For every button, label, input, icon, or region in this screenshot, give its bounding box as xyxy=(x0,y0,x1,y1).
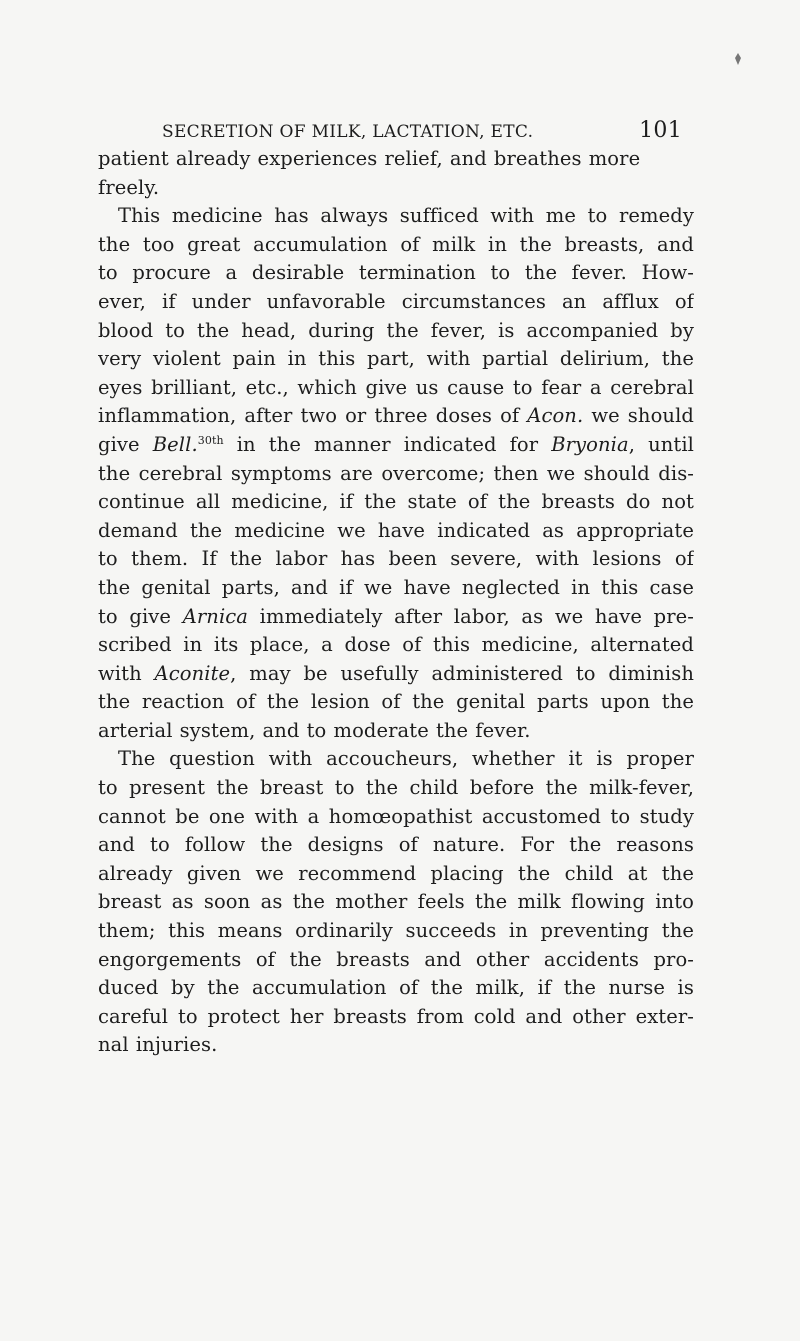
text-run: the too great accumulation of milk in the breasts, and xyxy=(98,232,694,256)
text-run: freely. xyxy=(98,175,160,199)
text-run: patient already experiences relief, and breathes more xyxy=(98,147,641,170)
text-run: , may be usefully administered to diminish xyxy=(230,661,694,685)
text-line-12 xyxy=(98,460,694,489)
text-run: careful to protect her breasts from cold and other exter- xyxy=(98,1004,694,1028)
text-line-31 xyxy=(98,1003,694,1032)
text-run: blood to the head, during the fever, is accompanied by xyxy=(98,318,694,342)
text-run: immediately after labor, as we have pre- xyxy=(248,604,694,628)
text-line-19 xyxy=(98,660,694,689)
text-run: inflammation, after two or three doses of xyxy=(98,404,528,428)
text-run: the reaction of the lesion of the genital parts upon the xyxy=(98,690,694,714)
text-line-7 xyxy=(98,317,694,346)
running-header xyxy=(162,118,682,146)
text-run: cannot be one with a homœopathist accustomed to study xyxy=(98,804,694,828)
text-run: them; this means ordinarily succeeds in preventing the xyxy=(98,919,694,943)
italic-remedy-arnica: Arnica xyxy=(182,604,249,628)
text-run: to give xyxy=(98,604,183,628)
text-run: the cerebral symptoms are overcome; then we should dis- xyxy=(98,461,694,485)
text-run: to procure a desirable termination to the fever. How- xyxy=(98,261,694,285)
text-run: eyes brilliant, etc., which give us cause to fear a cerebral xyxy=(98,375,694,399)
text-run: ever, if under unfavorable circumstances an afflux of xyxy=(98,289,694,313)
italic-remedy-acon: Acon. xyxy=(527,404,584,428)
text-line-18 xyxy=(98,631,694,660)
text-line-8 xyxy=(98,345,694,374)
text-run: and to follow the designs of nature. For the reasons xyxy=(98,833,694,857)
text-line-11 xyxy=(98,431,694,460)
text-line-20 xyxy=(98,688,694,717)
text-run: with xyxy=(98,661,155,685)
text-line-28 xyxy=(98,917,694,946)
text-line-24 xyxy=(98,803,694,832)
text-run: arterial system, and to moderate the fever. xyxy=(98,718,531,742)
text-line-23 xyxy=(98,774,694,803)
page-number: 101 xyxy=(639,118,682,143)
running-title: SECRETION OF MILK, LACTATION, ETC. xyxy=(162,122,534,142)
text-run: breast as soon as the mother feels the milk flowing into xyxy=(98,890,694,914)
text-run: duced by the accumulation of the milk, if the nurse is xyxy=(98,976,694,1000)
text-run: the genital parts, and if we have neglected in this case xyxy=(98,575,694,599)
text-run: scribed in its place, a dose of this medicine, alternated xyxy=(98,633,694,657)
text-run: demand the medicine we have indicated as appropriate xyxy=(98,518,694,542)
body-text xyxy=(98,145,694,1060)
text-line-5 xyxy=(98,259,694,288)
text-run: already given we recommend placing the child at the xyxy=(98,861,694,885)
text-run: give xyxy=(98,432,153,456)
text-line-32 xyxy=(98,1031,694,1060)
text-line-21 xyxy=(98,717,694,746)
text-line-17 xyxy=(98,603,694,632)
italic-remedy-aconite: Aconite xyxy=(154,661,231,685)
margin-mark-icon xyxy=(732,52,744,66)
text-run: nal injuries. xyxy=(98,1033,218,1057)
text-run: , until xyxy=(628,432,694,456)
text-run: to present the breast to the child before the milk-fever, xyxy=(98,776,694,800)
potency-superscript: 30th xyxy=(197,433,224,447)
text-line-13 xyxy=(98,488,694,517)
italic-remedy-bell: Bell. xyxy=(152,432,198,456)
text-run: to them. If the labor has been severe, with lesions of xyxy=(98,547,694,571)
text-line-9 xyxy=(98,374,694,403)
text-line-26 xyxy=(98,860,694,889)
text-line-4 xyxy=(98,231,694,260)
text-run: we should xyxy=(583,404,694,428)
text-run: This medicine has always sufficed with me to remedy xyxy=(118,204,694,228)
text-line-22 xyxy=(98,745,694,774)
text-line-2 xyxy=(98,174,694,203)
text-line-15 xyxy=(98,545,694,574)
text-line-3 xyxy=(98,202,694,231)
text-line-6 xyxy=(98,288,694,317)
text-line-30 xyxy=(98,974,694,1003)
text-line-16 xyxy=(98,574,694,603)
text-run: engorgements of the breasts and other accidents pro- xyxy=(98,947,694,971)
text-line-14 xyxy=(98,517,694,546)
text-line-25 xyxy=(98,831,694,860)
italic-remedy-bryonia: Bryonia xyxy=(551,432,629,456)
text-line-1 xyxy=(98,145,694,174)
text-line-10 xyxy=(98,402,694,431)
text-line-27 xyxy=(98,888,694,917)
text-run: The question with accoucheurs, whether it is proper xyxy=(118,747,694,771)
text-run: in the manner indicated for xyxy=(223,432,552,456)
text-line-29 xyxy=(98,946,694,975)
text-run: very violent pain in this part, with partial delirium, the xyxy=(98,347,694,371)
text-run: continue all medicine, if the state of the breasts do not xyxy=(98,490,694,514)
